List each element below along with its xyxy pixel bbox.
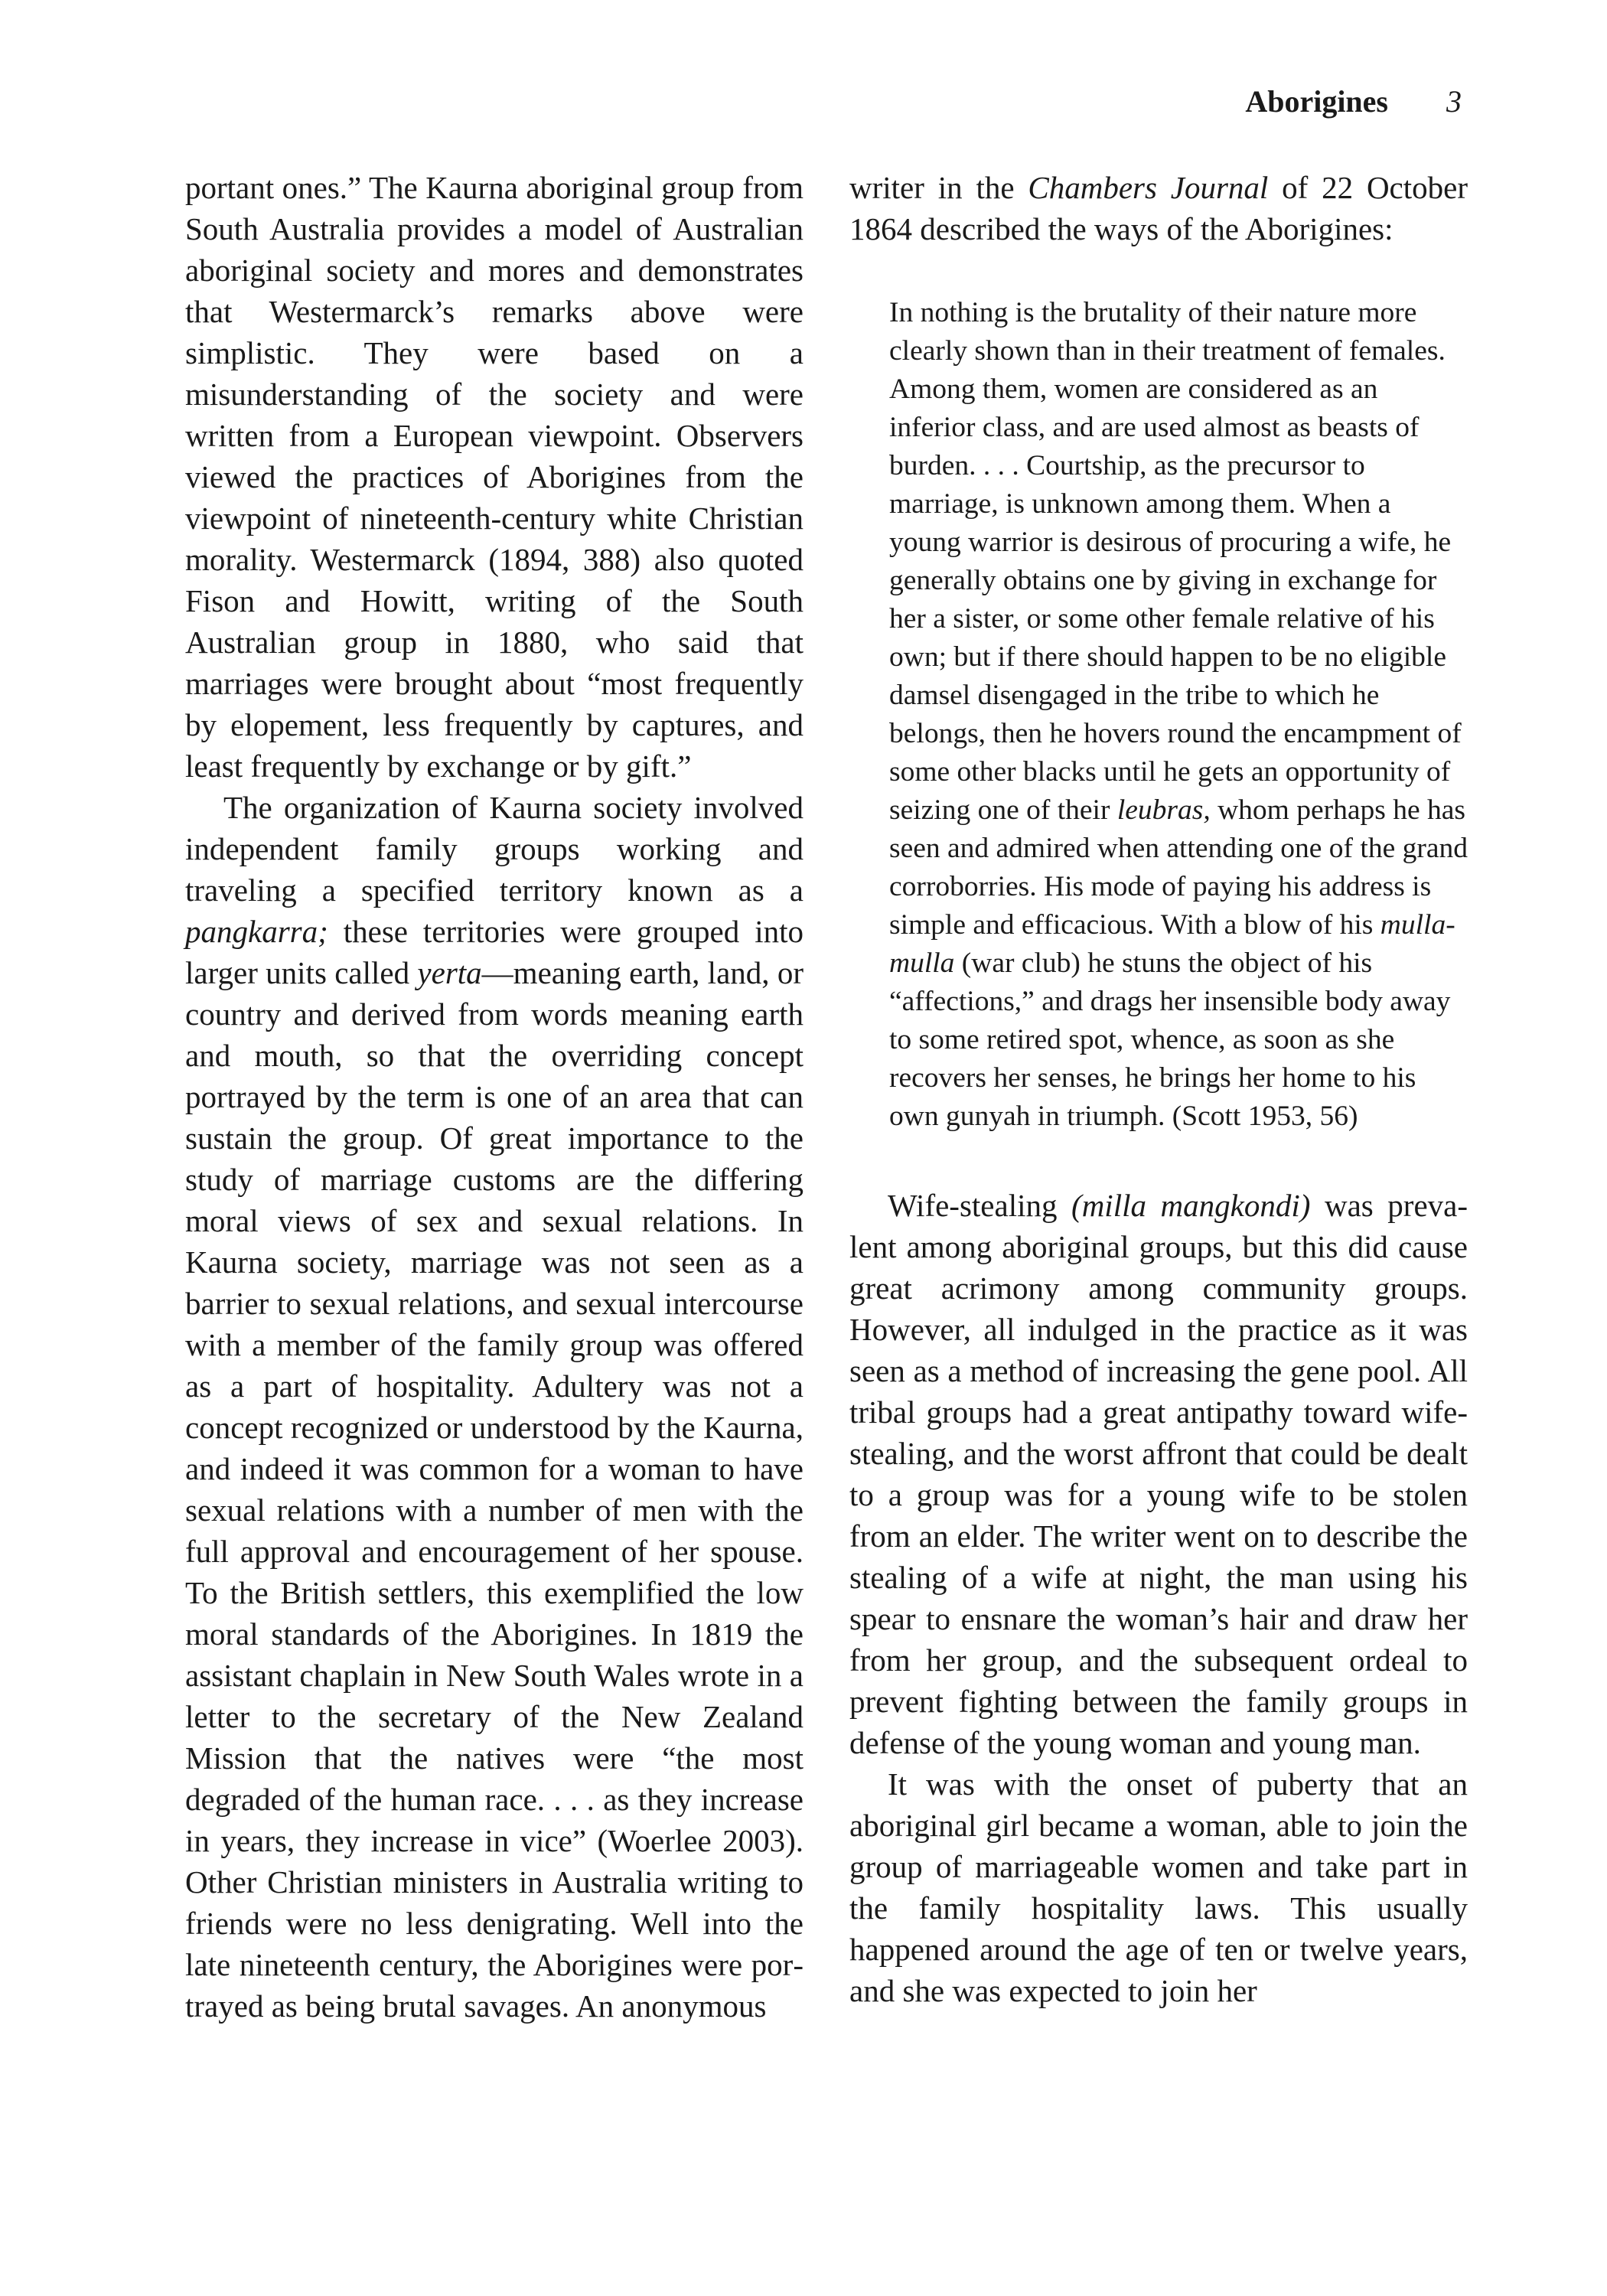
right-paragraph-2 xyxy=(849,1185,1468,1763)
block-quote xyxy=(889,294,1468,1136)
right-paragraph-1 xyxy=(849,167,1468,249)
left-paragraph-2 xyxy=(185,787,804,2027)
term-milla-mangkondi: (milla mangkondi) xyxy=(1071,1188,1311,1223)
page-number: 3 xyxy=(1446,84,1462,119)
term-mulla-mulla: mulla-mulla xyxy=(889,909,1455,979)
quote-text-a: In nothing is the brutality of their nature more clearly shown than in their treatment of females. Among them, women are considered as an inferior class, and are used almost as beasts of burden. . . . Courtship, as the precursor to marriage, is unknown among them. When a young warrior is desirous of procuring a wife, he generally obtains one by giving in exchange for her a sister, or some other female relative of his own; but if there should happen to be no eligible damsel disengaged in the tribe to which he belongs, then he hovers round the encampment of some other blacks until he gets an opportunity of seizing one of their xyxy=(889,297,1462,826)
right-p2-text-b: was prevalent among aboriginal groups, but this did cause great acrimony among community groups. However, all indulged in the practice as it was seen as a method of increasing the gene pool. All tribal groups had a great antipathy toward wife-stealing, and the worst affront that could be dealt to a group was for a young wife to be stolen from an elder. The writer went on to describe the stealing of a wife at night, the man using his spear to ensnare the woman’s hair and draw her from her group, and the subsequent ordeal to prevent fighting between the family groups in defense of the young woman and young man. xyxy=(849,1188,1468,1760)
left-p2-text-a: The organization of Kaurna society involved independent family groups working and traveling a specified territory known as a xyxy=(185,790,804,908)
left-p2-text-b: these territories were grouped into larger units called xyxy=(185,914,804,990)
quote-text-b: whom perhaps he has seen and admired when attending one of the grand corroborries. His mode of paying his address is simple and efficacious. With a blow of his xyxy=(889,794,1468,941)
right-paragraph-3: It was with the onset of puberty that an aboriginal girl became a woman, able to join the group of marriageable women and take part in the family hospitality laws. This usually happened around the age of ten or twelve years, and she was expected to join her xyxy=(849,1766,1468,2008)
left-paragraph-1: portant ones.” The Kaurna aboriginal group from South Australia provides a model of Australian aboriginal society and mores and demonstrates that Westermarck’s remarks above were simplistic. They were based on a misunderstanding of the society and were written from a European viewpoint. Observers viewed the practices of Aborigines from the viewpoint of nineteenth-century white Christian morality. Westermarck (1894, 388) also quoted Fison and Howitt, writing of the South Australian group in 1880, who said that marriages were brought about “most frequently by elopement, less frequently by captures, and least frequently by exchange or by gift.” xyxy=(185,170,804,784)
left-p2-text-c: —meaning earth, land, or country and derived from words meaning earth and mouth, so that the overriding concept portrayed by the term is one of an area that can sustain the group. Of great importance to the study of marriage customs are the differing moral views of sex and sexual relations. In Kaurna society, marriage was not seen as a barrier to sexual relations, and sexual intercourse with a member of the family group was offered as a part of hospitality. Adultery was not a concept recognized or understood by the Kaurna, and indeed it was common for a woman to have sexual relations with a number of men with the full approval and encouragement of her spouse. To the British settlers, this exemplified the low moral standards of the Aborigines. In 1819 the assistant chaplain in New South Wales wrote in a letter to the secretary of the New Zealand Mission that the natives were “the most degraded of the human race. . . . as they increase in years, they increase in vice” (Woerlee 2003). Other Christian ministers in Australia writing to friends were no less denigrating. Well into the late nineteenth century, the Aborigines were portrayed as being brutal savages. An anonymous xyxy=(185,955,804,2024)
term-yerta: yerta xyxy=(417,955,482,990)
right-p1-text-a: writer in the xyxy=(849,170,1028,205)
running-head xyxy=(1245,83,1462,121)
right-p1-text-b: of 22 October 1864 described the ways of the Aborigines: xyxy=(849,170,1468,246)
term-leubras: leubras, xyxy=(1116,794,1211,826)
right-column xyxy=(849,167,1468,2011)
journal-title: Chambers Journal xyxy=(1028,170,1269,205)
running-head-title: Aborigines xyxy=(1245,84,1388,119)
term-pangkarra: pangkarra; xyxy=(185,914,328,949)
left-column xyxy=(185,167,804,2027)
quote-text-c: (war club) he stuns the object of his “affections,” and drags her insensible body away to some retired spot, whence, as soon as she recovers her senses, he brings her home to his own gunyah in triumph. (Scott 1953, 56) xyxy=(889,947,1451,1132)
right-p2-text-a: Wife-stealing xyxy=(888,1188,1072,1223)
